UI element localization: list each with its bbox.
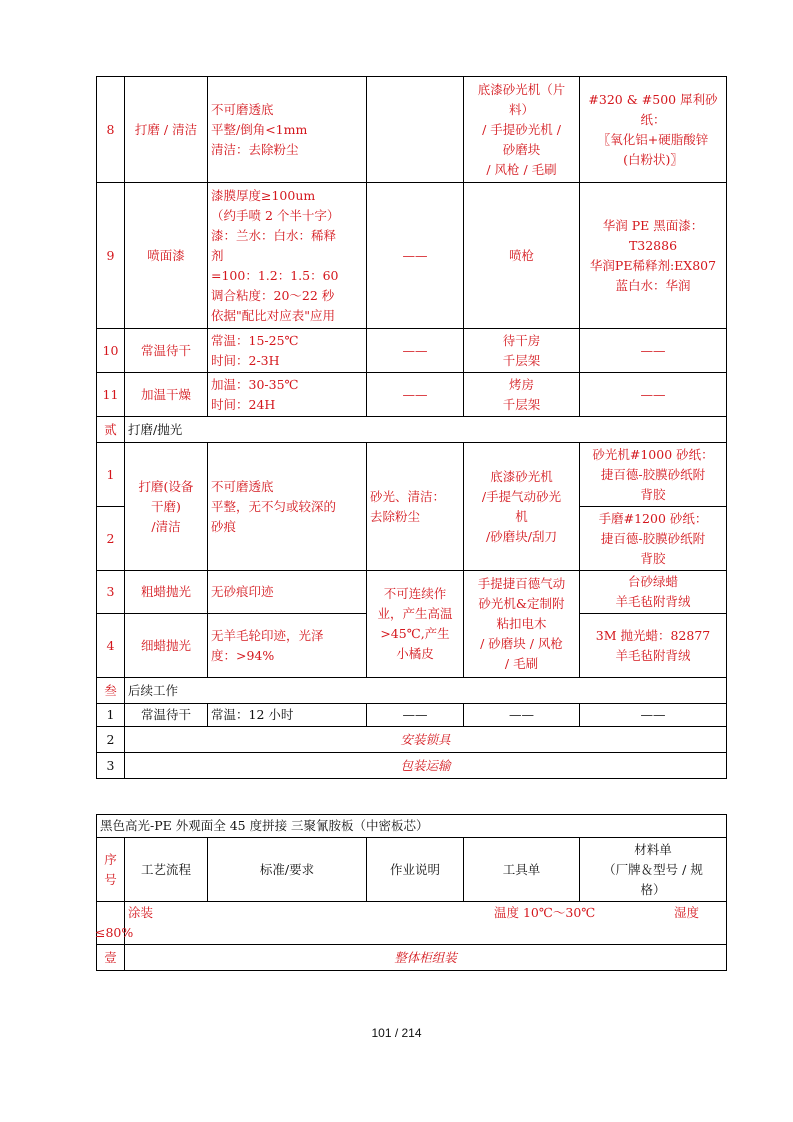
- row-number: 8: [97, 77, 125, 183]
- materials-cell: 砂光机#1000 砂纸： 捷百德-胶膜砂纸附 背胶: [580, 443, 727, 507]
- operation-cell: ——: [367, 373, 464, 417]
- section-header-row: [97, 678, 727, 704]
- operation-cell: 砂光、清洁： 去除粉尘: [367, 443, 464, 571]
- standard-cell: 常温：12 小时: [208, 704, 367, 727]
- materials-cell: 3M 抛光蜡：82877 羊毛毡附背绒: [580, 614, 727, 678]
- tools-cell: 底漆砂光机 /手提气动砂光 机 /砂磨块/刮刀: [464, 443, 580, 571]
- header-materials: 材料单 （厂牌＆型号 / 规 格）: [580, 838, 727, 902]
- section-title: 打磨/抛光: [125, 417, 727, 443]
- table-title: 黑色高光-PE 外观面全 45 度拼接 三聚氰胺板（中密板芯）: [97, 815, 727, 838]
- materials-cell: 台砂绿蜡 羊毛毡附背绒: [580, 571, 727, 614]
- table-row: [97, 183, 727, 329]
- process-table-continued: [96, 76, 727, 779]
- process-table-new: [96, 814, 727, 971]
- process-cell: 细蜡抛光: [125, 614, 208, 678]
- standard-cell: 常温：15-25℃ 时间：2-3H: [208, 329, 367, 373]
- table-title-row: [97, 815, 727, 838]
- page-number: 101 / 214: [371, 1026, 422, 1040]
- temperature-text: 温度 10℃～30℃: [494, 905, 596, 920]
- process-cell: 打磨(设备 干磨) /清洁: [125, 443, 208, 571]
- table-row: [97, 571, 727, 614]
- row-number: 1: [97, 443, 125, 507]
- process-cell: 粗蜡抛光: [125, 571, 208, 614]
- header-operation: 作业说明: [367, 838, 464, 902]
- section-header-row: [97, 417, 727, 443]
- process-cell: 喷面漆: [125, 183, 208, 329]
- operation-cell: ——: [367, 183, 464, 329]
- row-number: 4: [97, 614, 125, 678]
- table-row: [97, 329, 727, 373]
- table-row: [97, 727, 727, 753]
- standard-cell: 无砂痕印迹: [208, 571, 367, 614]
- materials-cell: 华润 PE 黑面漆： T32886 华润PE稀释剂:EX807 蓝白水：华润: [580, 183, 727, 329]
- process-cell: 加温干燥: [125, 373, 208, 417]
- standard-cell: 无羊毛轮印迹，光泽 度：>94%: [208, 614, 367, 678]
- row-number: 3: [97, 571, 125, 614]
- row-number: 10: [97, 329, 125, 373]
- standard-cell: 不可磨透底 平整，无不匀或较深的 砂痕: [208, 443, 367, 571]
- merged-step-cell: 包装运输: [125, 753, 727, 779]
- section-number: 壹: [97, 945, 125, 971]
- materials-cell: #320 & #500 犀利砂 纸： 〖氧化铝+硬脂酸锌 (白粉状)〗: [580, 77, 727, 183]
- tools-cell: 烤房 千层架: [464, 373, 580, 417]
- tools-cell: 喷枪: [464, 183, 580, 329]
- section-title: 整体柜组装: [125, 945, 727, 971]
- section-number: 叁: [97, 678, 125, 704]
- coating-label: 涂装: [128, 905, 154, 920]
- header-tools: 工具单: [464, 838, 580, 902]
- process-cell: 常温待干: [125, 704, 208, 727]
- coating-conditions: [95, 902, 727, 945]
- process-cell: 常温待干: [125, 329, 208, 373]
- operation-cell: 不可连续作 业，产生高温 >45℃,产生 小橘皮: [367, 571, 464, 678]
- operation-cell: ——: [367, 704, 464, 727]
- coating-line: [128, 903, 723, 923]
- operation-cell: [367, 77, 464, 183]
- section-title: 后续工作: [125, 678, 727, 704]
- materials-cell: ——: [580, 704, 727, 727]
- row-number: 2: [97, 727, 125, 753]
- table-row: [97, 373, 727, 417]
- humidity-label: 湿度: [674, 905, 700, 920]
- tools-cell: ——: [464, 704, 580, 727]
- materials-cell: ——: [580, 373, 727, 417]
- table-row: [97, 704, 727, 727]
- row-number: 1: [97, 704, 125, 727]
- standard-cell: 加温：30-35℃ 时间：24H: [208, 373, 367, 417]
- table-row: [97, 77, 727, 183]
- standard-cell: 漆膜厚度≥100um （约手喷 2 个半十字） 漆：兰水：白水：稀释 剂 =100：1.2：1.5：60 调合粘度：20～22 秒 依据"配比对应表"应用: [208, 183, 367, 329]
- merged-step-cell: 安装锁具: [125, 727, 727, 753]
- section-header-row: [97, 945, 727, 971]
- coating-conditions-row: [97, 902, 727, 945]
- standard-cell: 不可磨透底 平整/倒角<1mm 清洁：去除粉尘: [208, 77, 367, 183]
- header-no: 序 号: [97, 838, 125, 902]
- tools-cell: 待干房 千层架: [464, 329, 580, 373]
- row-number: 9: [97, 183, 125, 329]
- process-cell: 打磨 / 清洁: [125, 77, 208, 183]
- row-number: 3: [97, 753, 125, 779]
- row-number: 2: [97, 507, 125, 571]
- header-row: [97, 838, 727, 902]
- operation-cell: ——: [367, 329, 464, 373]
- table-row: [97, 753, 727, 779]
- section-number: 贰: [97, 417, 125, 443]
- tools-cell: 手提捷百德气动 砂光机&定制附 粘扣电木 / 砂磨块 / 风枪 / 毛刷: [464, 571, 580, 678]
- materials-cell: 手磨#1200 砂纸： 捷百德-胶膜砂纸附 背胶: [580, 507, 727, 571]
- materials-cell: ——: [580, 329, 727, 373]
- header-standard: 标准/要求: [208, 838, 367, 902]
- header-process: 工艺流程: [125, 838, 208, 902]
- tools-cell: 底漆砂光机（片 料） / 手提砂光机 / 砂磨块 / 风枪 / 毛刷: [464, 77, 580, 183]
- table-row: [97, 443, 727, 507]
- humidity-value: ≤80%: [95, 925, 134, 940]
- row-number: 11: [97, 373, 125, 417]
